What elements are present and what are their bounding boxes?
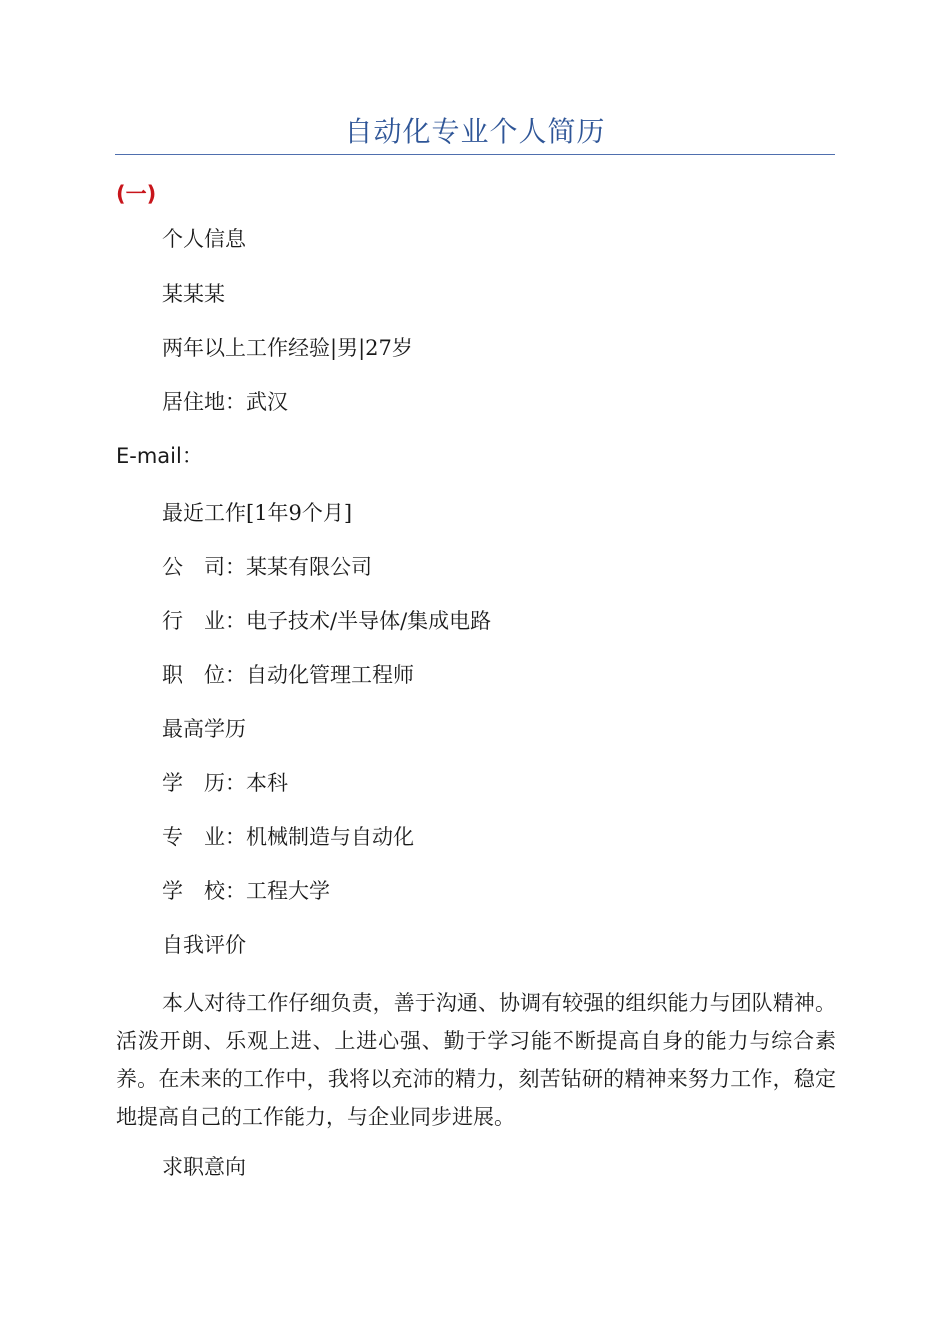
- company-line: 公 司：某某有限公司: [162, 555, 372, 579]
- self-eval-heading: 自我评价: [162, 933, 246, 957]
- major-line: 专 业：机械制造与自动化: [162, 825, 414, 849]
- job-intention-heading: 求职意向: [162, 1155, 246, 1179]
- candidate-name: 某某某: [162, 282, 225, 306]
- recent-job-heading: 最近工作[1年9个月]: [162, 501, 353, 525]
- page-title: 自动化专业个人简历: [344, 115, 606, 148]
- degree-line: 学 历：本科: [162, 771, 288, 795]
- summary-line: 两年以上工作经验|男|27岁: [162, 336, 413, 360]
- position-line: 职 位：自动化管理工程师: [162, 663, 414, 687]
- education-heading: 最高学历: [162, 717, 246, 741]
- title-underline: [115, 154, 835, 155]
- self-eval-paragraph: 本人对待工作仔细负责，善于沟通、协调有较强的组织能力与团队精神。活泼开朗、乐观上进、上进心强、勤于学习能不断提高自身的能力与综合素养。在未来的工作中，我将以充沛的精力，刻苦钻研的精神来努力工作，稳定地提高自己的工作能力，与企业同步进展。: [116, 991, 836, 1129]
- residence-line: 居住地：武汉: [162, 390, 288, 414]
- school-line: 学 校：工程大学: [162, 879, 330, 903]
- personal-info-heading: 个人信息: [162, 227, 246, 251]
- industry-line: 行 业：电子技术/半导体/集成电路: [162, 609, 492, 633]
- section-number: (一): [116, 182, 157, 206]
- email-label: E-mail：: [116, 444, 203, 468]
